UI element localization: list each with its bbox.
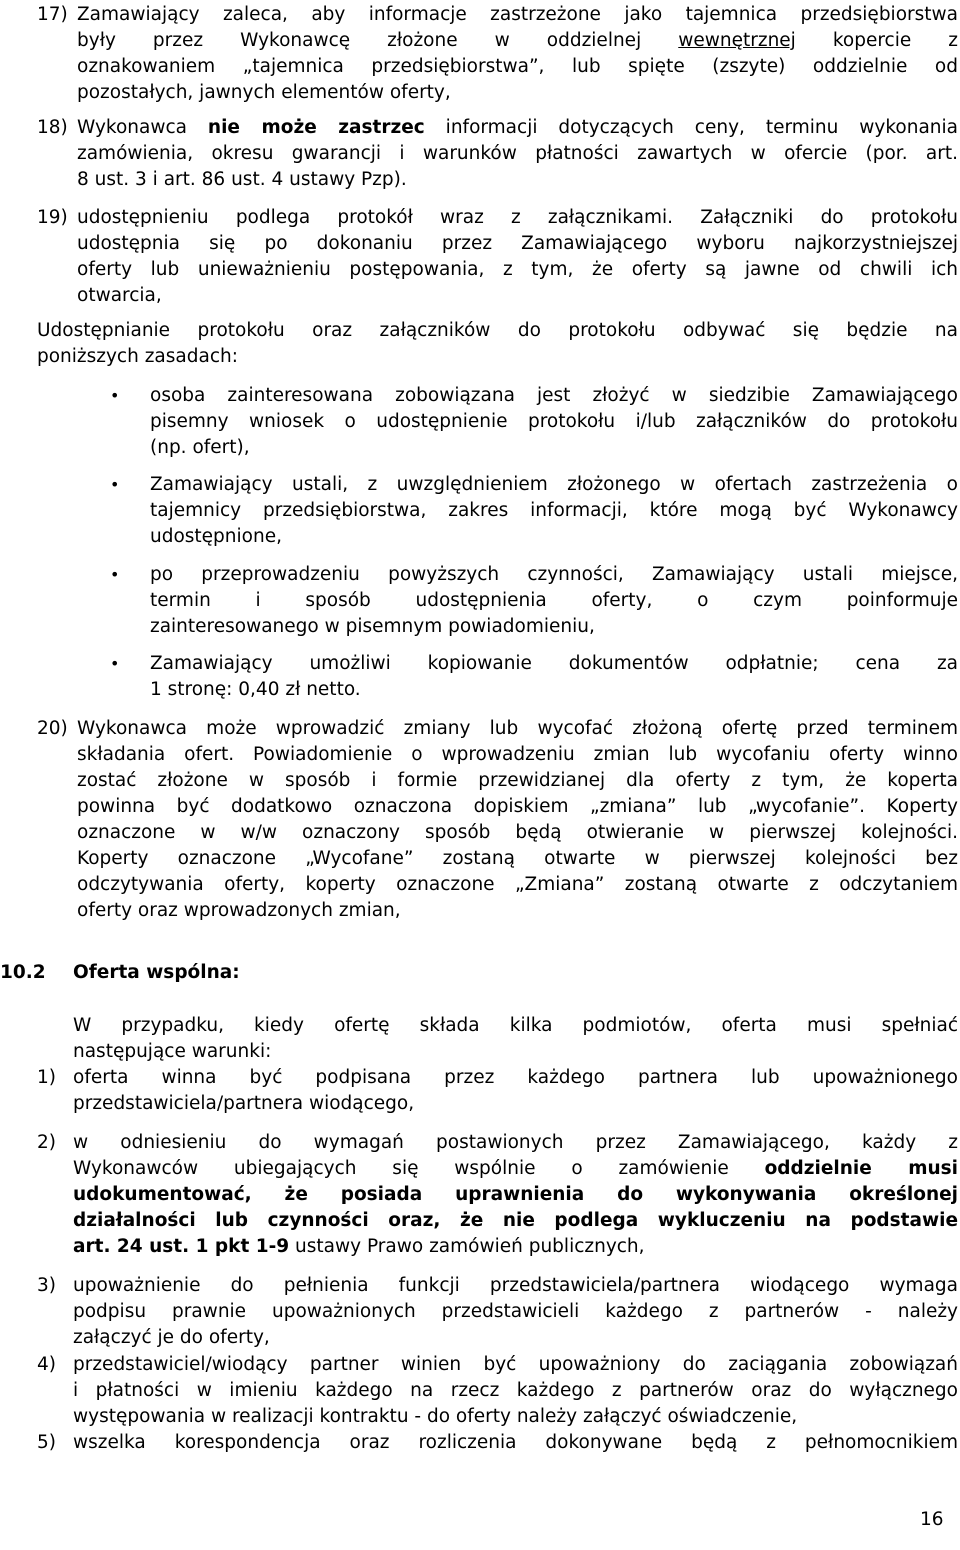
text-run: ustawy Prawo zamówień publicznych, bbox=[289, 1236, 645, 1257]
text-run: w odniesieniu do wymagań postawionych przez Zamawiającego, każdy z bbox=[73, 1132, 958, 1153]
text-run: następujące warunki: bbox=[73, 1041, 272, 1062]
text-run: zostać złożone w sposób i formie przewidzianej dla oferty z tym, że koperta bbox=[77, 770, 958, 791]
text-run: otwarcia, bbox=[77, 285, 162, 306]
intro-line bbox=[37, 318, 958, 344]
text-run: składania ofert. Powiadomienie o wprowadzeniu zmian lub wycofaniu oferty winno bbox=[77, 744, 958, 765]
item-19-line bbox=[77, 257, 958, 283]
text-run: wewnętrznej bbox=[678, 30, 796, 51]
item-20-line bbox=[77, 898, 958, 924]
item-number: 17) bbox=[37, 4, 68, 25]
text-run: Wykonawca może wprowadzić zmiany lub wycofać złożoną ofertę przed terminem bbox=[77, 718, 958, 739]
bullet-line bbox=[150, 588, 958, 614]
text-run: pozostałych, jawnych elementów oferty, bbox=[77, 82, 451, 103]
text-run: udostępnione, bbox=[150, 526, 282, 547]
text-run: Zamawiający ustali, z uwzględnieniem złożonego w ofertach zastrzeżenia o bbox=[150, 474, 958, 495]
text-run: kopercie z bbox=[795, 30, 958, 51]
bullet-dot-icon: • bbox=[110, 654, 120, 673]
bullet-line bbox=[150, 677, 958, 703]
item-20-line bbox=[77, 742, 958, 768]
text-run: oferta winna być podpisana przez każdego partnera lub upoważnionego bbox=[73, 1067, 958, 1088]
bullet-line bbox=[150, 383, 958, 409]
text-run: działalności lub czynności oraz, że nie podlega wykluczeniu na podstawie bbox=[73, 1210, 958, 1231]
item-19-line bbox=[77, 283, 958, 309]
text-run: art. 24 ust. 1 pkt 1-9 bbox=[73, 1236, 290, 1257]
list-item-2-line bbox=[73, 1130, 958, 1156]
item-19-line bbox=[77, 231, 958, 257]
list-item-1-line bbox=[73, 1065, 958, 1091]
text-run: Udostępnianie protokołu oraz załączników do protokołu odbywać się będzie na bbox=[37, 320, 958, 341]
item-20-line bbox=[77, 846, 958, 872]
list-number: 5) bbox=[37, 1432, 56, 1453]
list-item-5-line bbox=[73, 1430, 958, 1456]
text-run: załączyć je do oferty, bbox=[73, 1327, 270, 1348]
text-run: osoba zainteresowana zobowiązana jest złożyć w siedzibie Zamawiającego bbox=[150, 385, 958, 406]
text-run: przedstawiciela/partnera wiodącego, bbox=[73, 1093, 415, 1114]
text-run: nie może zastrzec bbox=[207, 117, 425, 138]
text-run: Wykonawców ubiegających się wspólnie o zamówienie bbox=[73, 1158, 765, 1179]
text-run: oznaczone w w/w oznaczony sposób będą otwieranie w pierwszej kolejności. bbox=[77, 822, 958, 843]
item-20-line bbox=[77, 716, 958, 742]
item-number: 19) bbox=[37, 207, 68, 228]
text-run: pisemny wniosek o udostępnienie protokołu i/lub załączników do protokołu bbox=[150, 411, 958, 432]
bullet-line bbox=[150, 562, 958, 588]
text-run: udostępnieniu podlega protokół wraz z załącznikami. Załączniki do protokołu bbox=[77, 207, 958, 228]
bullet-line bbox=[150, 409, 958, 435]
text-run: Koperty oznaczone „Wycofane” zostaną otwarte w pierwszej kolejności bez bbox=[77, 848, 958, 869]
text-run: oferty lub unieważnieniu postępowania, z tym, że oferty są jawne od chwili ich bbox=[77, 259, 958, 280]
list-item-2-line bbox=[73, 1182, 958, 1208]
text-run: oznakowaniem „tajemnica przedsiębiorstwa”, lub spięte (zszyte) oddzielnie od bbox=[77, 56, 958, 77]
item-number: 20) bbox=[37, 718, 68, 739]
text-run: Wykonawca bbox=[77, 117, 208, 138]
bullet-dot-icon: • bbox=[110, 386, 120, 405]
item-20-line bbox=[77, 794, 958, 820]
text-run: oddzielnie musi bbox=[764, 1158, 958, 1179]
bullet-line bbox=[150, 614, 958, 640]
text-run: udokumentować, że posiada uprawnienia do wykonywania określonej bbox=[73, 1184, 958, 1205]
list-item-1-line bbox=[73, 1091, 958, 1117]
text-run: zamówienia, okresu gwarancji i warunków płatności zawartych w ofercie (por. art. bbox=[77, 143, 958, 164]
text-run: i płatności w imieniu każdego na rzecz każdego z partnerów oraz do wyłącznego bbox=[73, 1380, 958, 1401]
text-run: 8 ust. 3 i art. 86 ust. 4 ustawy Pzp). bbox=[77, 169, 407, 190]
bullet-dot-icon: • bbox=[110, 475, 120, 494]
bullet-line bbox=[150, 498, 958, 524]
bullet-line bbox=[150, 435, 958, 461]
list-item-3-line bbox=[73, 1273, 958, 1299]
text-run: podpisu prawnie upoważnionych przedstawicieli każdego z partnerów - należy bbox=[73, 1301, 958, 1322]
list-number: 4) bbox=[37, 1354, 56, 1375]
item-number: 18) bbox=[37, 117, 68, 138]
text-run: upoważnienie do pełnienia funkcji przedstawiciela/partnera wiodącego wymaga bbox=[73, 1275, 958, 1296]
text-run: Zamawiający zaleca, aby informacje zastrzeżone jako tajemnica przedsiębiorstwa bbox=[77, 4, 958, 25]
text-run: W przypadku, kiedy ofertę składa kilka podmiotów, oferta musi spełniać bbox=[73, 1015, 958, 1036]
text-run: odczytywania oferty, koperty oznaczone „Zmiana” zostaną otwarte z odczytaniem bbox=[77, 874, 958, 895]
text-run: powinna być dodatkowo oznaczona dopiskiem „zmiana” lub „wycofanie”. Koperty bbox=[77, 796, 958, 817]
text-run: (np. ofert), bbox=[150, 437, 250, 458]
text-run: były przez Wykonawcę złożone w oddzielnej bbox=[77, 30, 679, 51]
item-17-line bbox=[77, 80, 958, 106]
item-20-line bbox=[77, 872, 958, 898]
text-run: 1 stronę: 0,40 zł netto. bbox=[150, 679, 361, 700]
section-number: 10.2 bbox=[0, 962, 46, 983]
list-item-3-line bbox=[73, 1299, 958, 1325]
section-intro-line bbox=[73, 1013, 958, 1039]
item-18-line bbox=[77, 141, 958, 167]
list-item-2-line bbox=[73, 1234, 958, 1260]
list-item-4-line bbox=[73, 1352, 958, 1378]
item-20-line bbox=[77, 768, 958, 794]
list-item-3-line bbox=[73, 1325, 958, 1351]
text-run: po przeprowadzeniu powyższych czynności, Zamawiający ustali miejsce, bbox=[150, 564, 958, 585]
bullet-line bbox=[150, 524, 958, 550]
item-17-line bbox=[77, 28, 958, 54]
item-17-line bbox=[77, 2, 958, 28]
text-run: Zamawiający umożliwi kopiowanie dokumentów odpłatnie; cena za bbox=[150, 653, 958, 674]
page-number: 16 bbox=[920, 1509, 944, 1530]
text-run: tajemnicy przedsiębiorstwa, zakres informacji, które mogą być Wykonawcy bbox=[150, 500, 958, 521]
intro-line bbox=[37, 344, 958, 370]
item-20-line bbox=[77, 820, 958, 846]
list-item-2-line bbox=[73, 1156, 958, 1182]
section-title: Oferta wspólna: bbox=[73, 962, 240, 983]
list-item-2-line bbox=[73, 1208, 958, 1234]
text-run: przedstawiciel/wiodący partner winien być upoważniony do zaciągania zobowiązań bbox=[73, 1354, 958, 1375]
text-run: poniższych zasadach: bbox=[37, 346, 238, 367]
text-run: wszelka korespondencja oraz rozliczenia dokonywane będą z pełnomocnikiem bbox=[73, 1432, 958, 1453]
bullet-line bbox=[150, 651, 958, 677]
text-run: udostępnia się po dokonaniu przez Zamawiającego wyboru najkorzystniejszej bbox=[77, 233, 958, 254]
bullet-dot-icon: • bbox=[110, 565, 120, 584]
bullet-line bbox=[150, 472, 958, 498]
text-run: termin i sposób udostępnienia oferty, o czym poinformuje bbox=[150, 590, 958, 611]
text-run: oferty oraz wprowadzonych zmian, bbox=[77, 900, 401, 921]
text-run: występowania w realizacji kontraktu - do oferty należy załączyć oświadczenie, bbox=[73, 1406, 798, 1427]
item-18-line bbox=[77, 115, 958, 141]
list-number: 1) bbox=[37, 1067, 56, 1088]
item-18-line bbox=[77, 167, 958, 193]
section-intro-line bbox=[73, 1039, 958, 1065]
item-19-line bbox=[77, 205, 958, 231]
text-run: zainteresowanego w pisemnym powiadomieniu, bbox=[150, 616, 595, 637]
list-number: 2) bbox=[37, 1132, 56, 1153]
list-number: 3) bbox=[37, 1275, 56, 1296]
list-item-4-line bbox=[73, 1404, 958, 1430]
text-run: informacji dotyczących ceny, terminu wykonania bbox=[424, 117, 958, 138]
list-item-4-line bbox=[73, 1378, 958, 1404]
item-17-line bbox=[77, 54, 958, 80]
